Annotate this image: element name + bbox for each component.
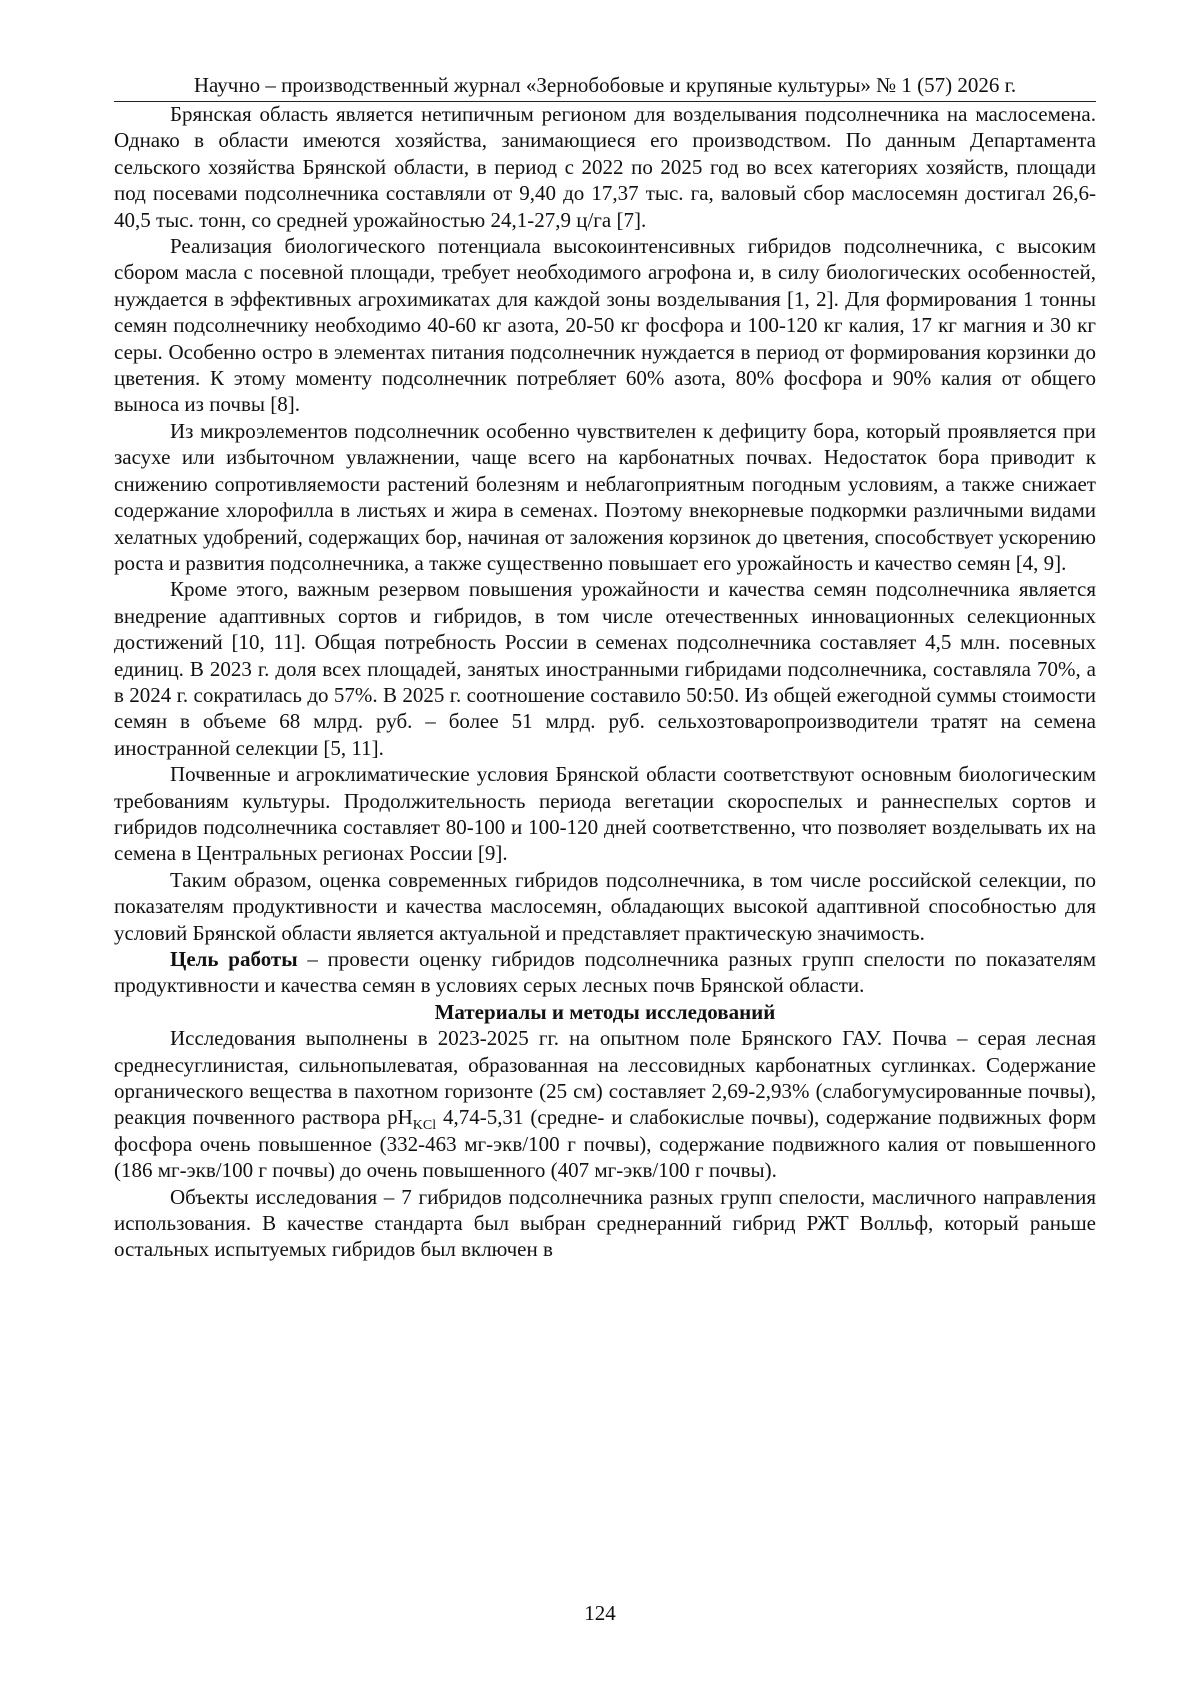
ph-subscript: KCl xyxy=(412,1118,437,1134)
paragraph-soil-conditions: Почвенные и агроклиматические условия Брянской области соответствуют основным биологическим требованиям культуры. Продолжительность периода вегетации скороспелых и раннеспелых сортов и гибридов подсолнечника составляет 80-100 и 100-120 дней соответственно, что позволяет возделывать их на семена в Центральных регионах России [9]. xyxy=(114,762,1096,866)
paragraph-conclusion: Таким образом, оценка современных гибридов подсолнечника, в том числе российской селекции, по показателям продуктивности и качества маслосемян, обладающих высокой адаптивной способностью для условий Брянской области является актуальной и представляет практическую значимость. xyxy=(114,867,1096,945)
paragraph-microelements: Из микроэлементов подсолнечник особенно чувствителен к дефициту бора, который проявляется при засухе или избыточном увлажнении, чаще всего на карбонатных почвах. Недостаток бора приводит к снижению сопротивляемости растений болезням и неблагоприятным погодным условиям, а также снижает содержание хлорофилла в листьях и жира в семенах. Поэтому внекорневые подкормки различными видами хелатных удобрений, содержащих бор, начиная от заложения корзинок до цветения, способствует ускорению роста и развития подсолнечника, а также существенно повышает его урожайность и качество семян [4, 9]. xyxy=(114,418,1096,575)
page-body xyxy=(114,101,1096,1263)
page-number: 124 xyxy=(584,1601,616,1625)
goal-text: – провести оценку гибридов подсолнечника разных групп спелости по показателям продуктивности и качества семян в условиях серых лесных почв Брянской области. xyxy=(114,947,1096,998)
paragraph-biological-potential: Реализация биологического потенциала высокоинтенсивных гибридов подсолнечника, с высоким сбором масла с посевной площади, требует необходимого агрофона и, в силу биологических особенностей, нуждается в эффективных агрохимикатах для каждой зоны возделывания [1, 2]. Для формирования 1 тонны семян подсолнечнику необходимо 40-60 кг азота, 20-50 кг фосфора и 100-120 кг калия, 17 кг магния и 30 кг серы. Особенно остро в элементах питания подсолнечник нуждается в период от формирования корзинки до цветения. К этому моменту подсолнечник потребляет 60% азота, 80% фосфора и 90% калия от общего выноса из почвы [8]. xyxy=(114,234,1096,417)
paragraph-methods-objects: Объекты исследования – 7 гибридов подсолнечника разных групп спелости, масличного направления использования. В качестве стандарта был выбран среднеранний гибрид РЖТ Волльф, который раньше остальных испытуемых гибридов был включен в xyxy=(114,1184,1096,1262)
methods-soil-text-part2: 4,74-5,31 (средне- и слабокислые почвы), содержание подвижных форм фосфора очень повышенное (332-463 мг-экв/100 г почвы), содержание подвижного калия от повышенного (186 мг-экв/100 г почвы) до очень повышенного (407 мг-экв/100 г почвы). xyxy=(114,1105,1096,1183)
paragraph-goal xyxy=(114,946,1096,999)
goal-label: Цель работы xyxy=(170,947,298,971)
journal-header: Научно – производственный журнал «Зернобобовые и крупяные культуры» № 1 (57) 2026 г. xyxy=(193,73,1017,97)
paragraph-bryansk-region: Брянская область является нетипичным регионом для возделывания подсолнечника на маслосемена. Однако в области имеются хозяйства, занимающиеся его производством. По данным Департамента сельского хозяйства Брянской области, в период с 2022 по 2025 год во всех категориях хозяйств, площади под посевами подсолнечника составляли от 9,40 до 17,37 тыс. га, валовый сбор маслосемян достигал 26,6-40,5 тыс. тонн, со средней урожайностью 24,1-27,9 ц/га [7]. xyxy=(114,102,1096,232)
paragraph-methods-soil xyxy=(114,1025,1096,1183)
methods-soil-text-part1: Исследования выполнены в 2023-2025 гг. на опытном поле Брянского ГАУ. Почва – серая лесная среднесуглинистая, сильнопылеватая, образованная на лессовидных карбонатных суглинках. Содержание органического вещества в пахотном горизонте (25 см) составляет 2,69-2,93% (слабогумусированные почвы), реакция почвенного раствора pH xyxy=(114,1026,1096,1130)
section-heading-methods: Материалы и методы исследований xyxy=(434,999,776,1024)
paragraph-seed-demand: Кроме этого, важным резервом повышения урожайности и качества семян подсолнечника является внедрение адаптивных сортов и гибридов, в том числе отечественных инновационных селекционных достижений [10, 11]. Общая потребность России в семенах подсолнечника составляет 4,5 млн. посевных единиц. В 2023 г. доля всех площадей, занятых иностранными гибридами подсолнечника, составляла 70%, а в 2024 г. сократилась до 57%. В 2025 г. соотношение составило 50:50. Из общей ежегодной суммы стоимости семян в объеме 68 млрд. руб. – более 51 млрд. руб. сельхозтоваропроизводители тратят на семена иностранной селекции [5, 11]. xyxy=(114,577,1096,760)
